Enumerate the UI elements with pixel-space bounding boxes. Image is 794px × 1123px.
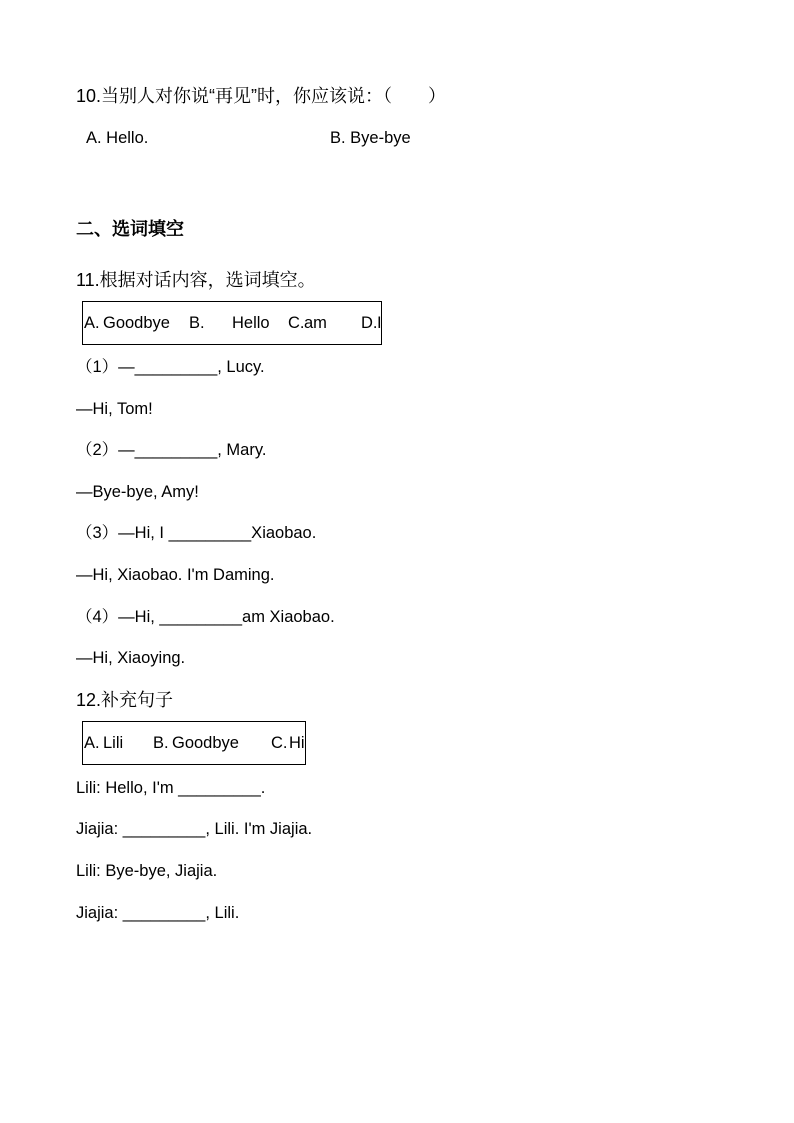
question-12-prompt: 12.补充句子 xyxy=(76,690,174,710)
question-11-dialogue-line: （3）—Hi, I _________Xiaobao. xyxy=(76,524,317,542)
word-bank-option-a-letter: A. xyxy=(84,734,100,752)
question-11-dialogue-line: —Hi, Xiaobao. I'm Daming. xyxy=(76,566,275,584)
question-12-dialogue-line: Jiajia: _________, Lili. I'm Jiajia. xyxy=(76,820,313,838)
question-10-option-a: A. Hello. xyxy=(86,129,149,147)
word-bank-option-c-word: am xyxy=(304,314,327,332)
word-bank-option-b-word: Goodbye xyxy=(172,734,239,752)
question-12-dialogue-line: Lili: Bye-bye, Jiajia. xyxy=(76,862,218,880)
question-12-dialogue-line: Lili: Hello, I'm _________. xyxy=(76,779,266,797)
word-bank-option-a-word: Lili xyxy=(103,734,124,752)
question-12-dialogue-line: Jiajia: _________, Lili. xyxy=(76,904,240,922)
word-bank-option-c-letter: C. xyxy=(288,314,305,332)
word-bank-option-a-word: Goodbye xyxy=(103,314,170,332)
question-11-dialogue-line: —Bye-bye, Amy! xyxy=(76,483,199,501)
question-11-prompt: 11.根据对话内容，选词填空。 xyxy=(76,270,316,290)
section-heading: 二、选词填空 xyxy=(76,219,184,239)
word-bank-option-b-word: Hello xyxy=(232,314,270,332)
word-bank-option-d-word: I xyxy=(377,314,382,332)
word-bank-option-b-letter: B. xyxy=(189,314,205,332)
question-10-option-b: B. Bye-bye xyxy=(330,129,411,147)
word-bank-option-c-word: Hi xyxy=(289,734,305,752)
word-bank-option-d-letter: D. xyxy=(361,314,378,332)
word-bank-option-a-letter: A. xyxy=(84,314,100,332)
question-10-prompt: 10.当别人对你说“再见”时，你应该说：（ ） xyxy=(76,86,447,106)
word-bank-option-b-letter: B. xyxy=(153,734,169,752)
question-11-dialogue-line: （1）—_________, Lucy. xyxy=(76,358,265,376)
question-11-word-bank xyxy=(82,301,382,345)
word-bank-option-c-letter: C. xyxy=(271,734,288,752)
question-12-word-bank xyxy=(82,721,306,765)
question-11-dialogue-line: —Hi, Xiaoying. xyxy=(76,649,186,667)
question-11-dialogue-line: —Hi, Tom! xyxy=(76,400,153,418)
question-11-dialogue-line: （4）—Hi, _________am Xiaobao. xyxy=(76,608,335,626)
question-11-dialogue-line: （2）—_________, Mary. xyxy=(76,441,267,459)
